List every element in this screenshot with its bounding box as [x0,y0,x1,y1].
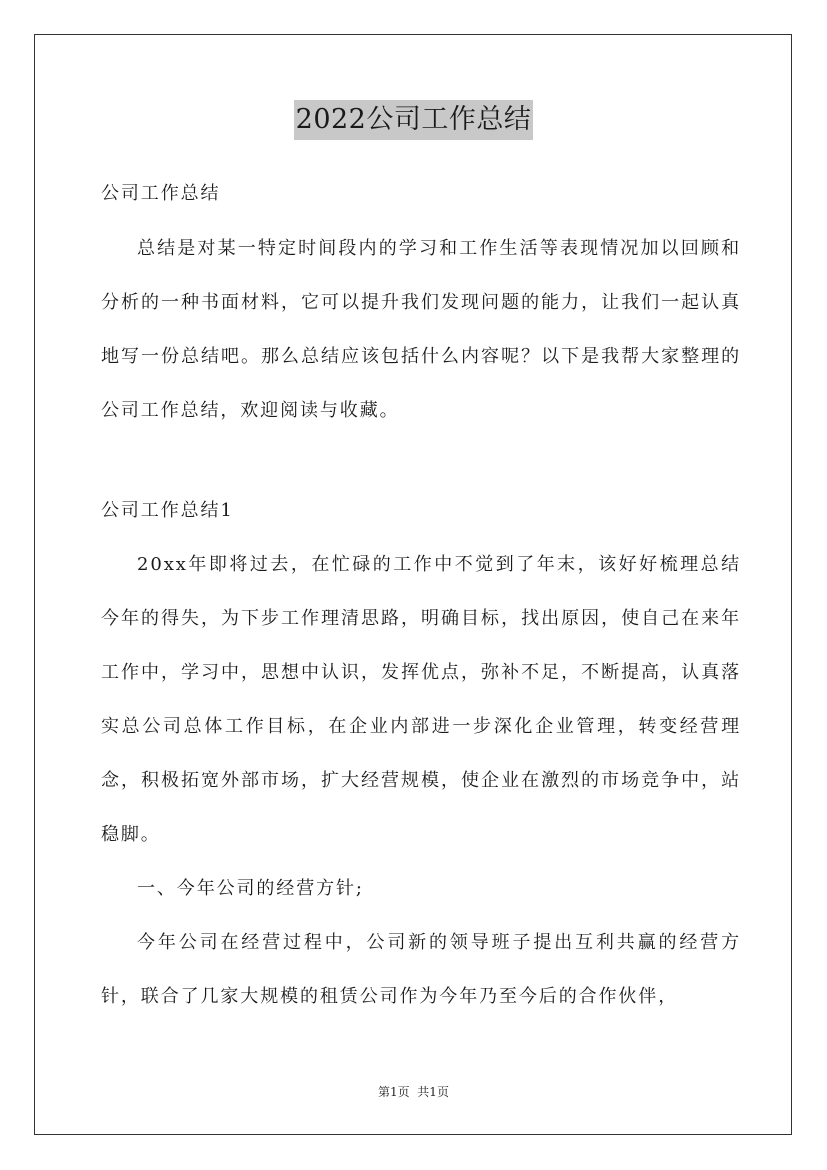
document-title: 2022公司工作总结 [294,100,534,140]
section-subheading-1: 一、今年公司的经营方针; [137,878,364,899]
page-footer: 第1页 共1页 [378,1085,449,1099]
section-heading-intro: 公司工作总结 [101,183,221,204]
title-container [0,100,827,140]
section-heading-summary-1: 公司工作总结1 [101,500,234,521]
body-paragraph-2: 今年公司在经营过程中，公司新的领导班子提出互利共赢的经营方针，联合了几家大规模的租赁公司作为今年乃至今后的合作伙伴， [101,932,741,1007]
body-paragraph-1: 20xx年即将过去，在忙碌的工作中不觉到了年末，该好好梳理总结今年的得失，为下步工作理清思路，明确目标，找出原因，使自己在来年工作中，学习中，思想中认识，发挥优点，弥补不足，不断提高，认真落实总公司总体工作目标，在企业内部进一步深化企业管理，转变经营理念，积极拓宽外部市场，扩大经营规模，使企业在激烈的市场竞争中，站稳脚。 [101,554,741,845]
intro-paragraph: 总结是对某一特定时间段内的学习和工作生活等表现情况加以回顾和分析的一种书面材料，它可以提升我们发现问题的能力，让我们一起认真地写一份总结吧。那么总结应该包括什么内容呢？以下是我帮大家整理的公司工作总结，欢迎阅读与收藏。 [101,238,741,421]
document-body [101,172,741,1024]
